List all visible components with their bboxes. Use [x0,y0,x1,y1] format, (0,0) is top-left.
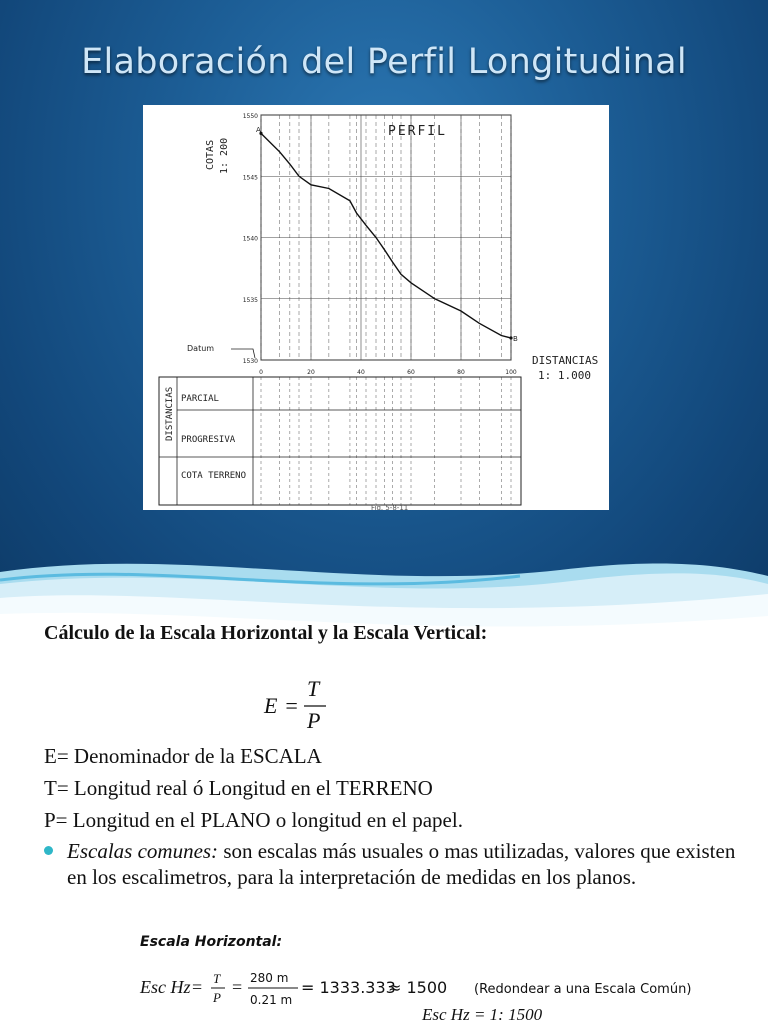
formula-denominator: P [307,708,321,733]
formula-numerator: T [307,676,320,701]
x-tick-label: 60 [407,369,415,376]
esc-hz-num-value: 280 m [250,971,289,985]
x-tick-label: 40 [357,369,365,376]
x-tick-label: 80 [457,369,465,376]
x-tick-label: 20 [307,369,315,376]
esc-hz-num: T [213,971,221,986]
bullet-dot-icon [44,846,53,855]
definition-e: E= Denominador de la ESCALA [44,744,322,768]
table-group-label: DISTANCIAS [165,386,175,441]
formula-svg [262,676,332,736]
profile-title: PERFIL [388,124,447,139]
y-axis-label: COTAS [205,139,216,170]
y-tick-label: 1530 [242,358,258,365]
esc-hz-den: P [213,990,221,1005]
bullet-text [44,838,744,890]
horizontal-scale-svg [138,928,738,1024]
scale-formula [262,676,332,742]
y-tick-label: 1545 [242,174,258,182]
formula-equals: = [284,693,299,718]
bullet-item [44,838,744,890]
x-tick-label: 100 [505,369,517,376]
esc-hz-note: (Redondear a una Escala Común) [474,982,692,997]
figure-caption: Fig. 5-8-11 [371,504,409,510]
escala-horizontal-label: Escala Horizontal: [140,934,283,950]
point-b-label: B [513,335,518,343]
table-row-label: PARCIAL [181,394,219,404]
esc-hz-eq1: = [192,977,203,997]
section-heading: Cálculo de la Escala Horizontal y la Escala Vertical: [44,622,488,644]
y-axis-scale: 1: 200 [219,137,230,174]
x-axis-label: DISTANCIAS [532,354,599,367]
table-row-label: PROGRESIVA [181,435,236,445]
bullet-term: Escalas comunes: [67,839,219,863]
esc-hz-final: Esc Hz = 1: 1500 [422,1005,543,1024]
y-tick-label: 1535 [242,296,258,304]
bullet-description: son escalas más usuales o mas utilizadas, valores que existen en los escalimetros, para la interpretación de medidas en los planos. [67,839,736,889]
y-tick-label: 1540 [242,235,258,243]
point-a-label: A [256,126,261,134]
x-tick-label: 0 [259,369,263,376]
horizontal-scale-calc [138,928,738,1024]
esc-hz-result: = 1333.333 [301,978,396,997]
formula-lhs: E [264,693,278,718]
esc-hz-lhs: Esc Hz [140,977,191,997]
definition-p: P= Longitud en el PLANO o longitud en el papel. [44,808,463,832]
datum-label: Datum [187,344,215,353]
definition-t: T= Longitud real ó Longitud en el TERRENO [44,776,433,800]
esc-hz-approx: ≈ 1500 [388,978,448,997]
slide-title: Elaboración del Perfil Longitudinal [81,42,687,82]
x-axis-scale: 1: 1.000 [538,369,591,382]
table-row-label: COTA TERRENO [181,471,247,481]
esc-hz-eq2: = [232,977,243,997]
esc-hz-den-value: 0.21 m [250,993,293,1007]
y-tick-label: 1550 [242,113,258,120]
